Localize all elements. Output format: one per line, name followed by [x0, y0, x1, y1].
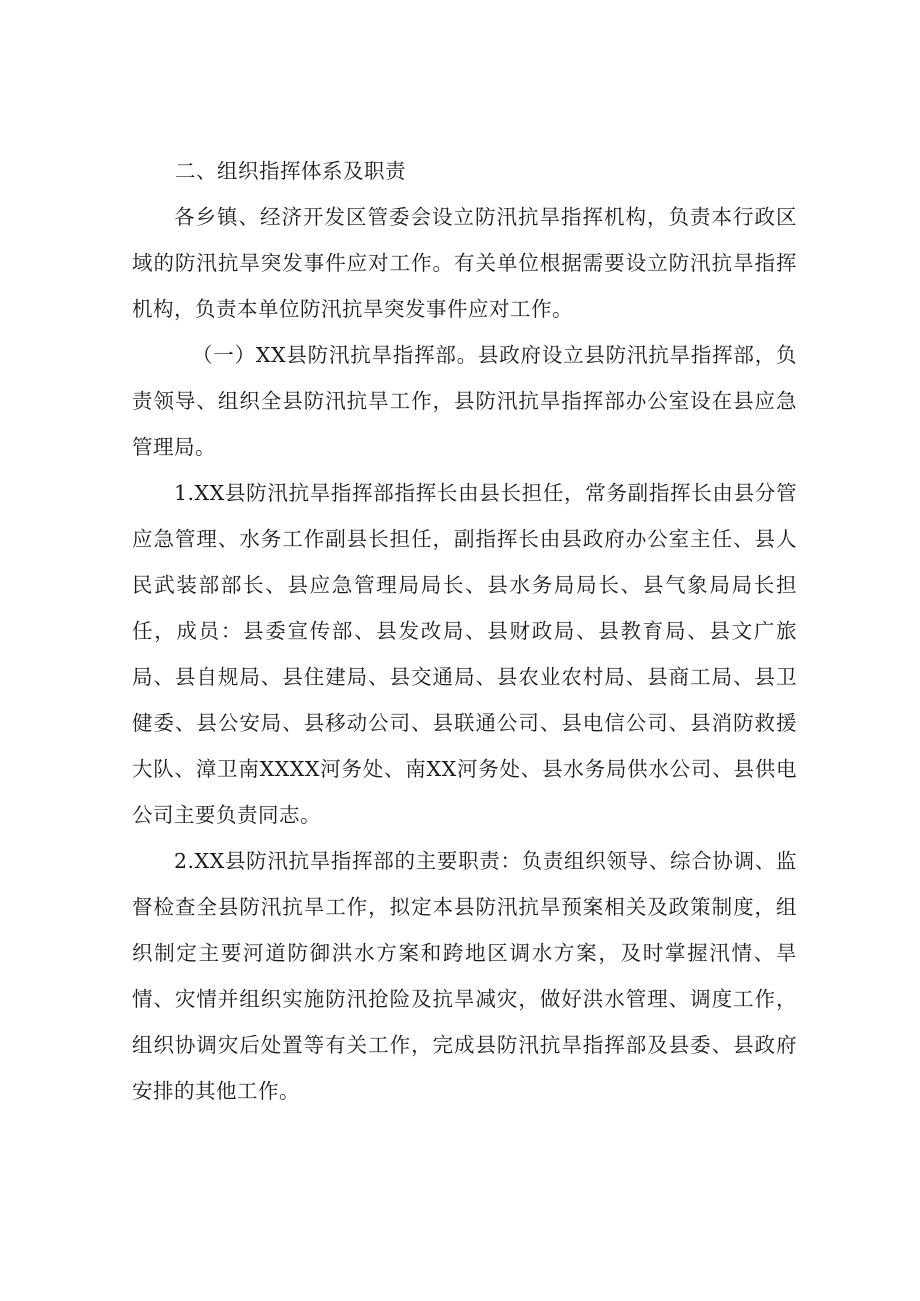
section-heading: 二、组织指挥体系及职责 — [175, 159, 406, 183]
paragraph-item-1: 1.XX县防汛抗旱指挥部指挥长由县长担任，常务副指挥长由县分管应急管理、水务工作副县长担任，副指挥长由县政府办公室主任、县人民武装部部长、县应急管理局局长、县水务局局长、县气象局局长担任，成员：县委宣传部、县发改局、县财政局、县教育局、县文广旅局、县自规局、县住建局、县交通局、县农业农村局、县商工局、县卫健委、县公安局、县移动公司、县联通公司、县电信公司、县消防救援大队、漳卫南XXXX河务处、南XX河务处、县水务局供水公司、县供电公司主要负责同志。 — [132, 481, 797, 827]
paragraph-intro: 各乡镇、经济开发区管委会设立防汛抗旱指挥机构，负责本行政区域的防汛抗旱突发事件应对工作。有关单位根据需要设立防汛抗旱指挥机构，负责本单位防汛抗旱突发事件应对工作。 — [132, 205, 797, 321]
document-page — [132, 148, 797, 1114]
paragraph-subsection-1: （一）XX县防汛抗旱指挥部。县政府设立县防汛抗旱指挥部，负责领导、组织全县防汛抗旱工作，县防汛抗旱指挥部办公室设在县应急管理局。 — [132, 343, 797, 459]
paragraph-item-2: 2.XX县防汛抗旱指挥部的主要职责：负责组织领导、综合协调、监督检查全县防汛抗旱工作，拟定本县防汛抗旱预案相关及政策制度，组织制定主要河道防御洪水方案和跨地区调水方案，及时掌握汛情、旱情、灾情并组织实施防汛抢险及抗旱减灾，做好洪水管理、调度工作，组织协调灾后处置等有关工作，完成县防汛抗旱指挥部及县委、县政府安排的其他工作。 — [132, 849, 797, 1103]
